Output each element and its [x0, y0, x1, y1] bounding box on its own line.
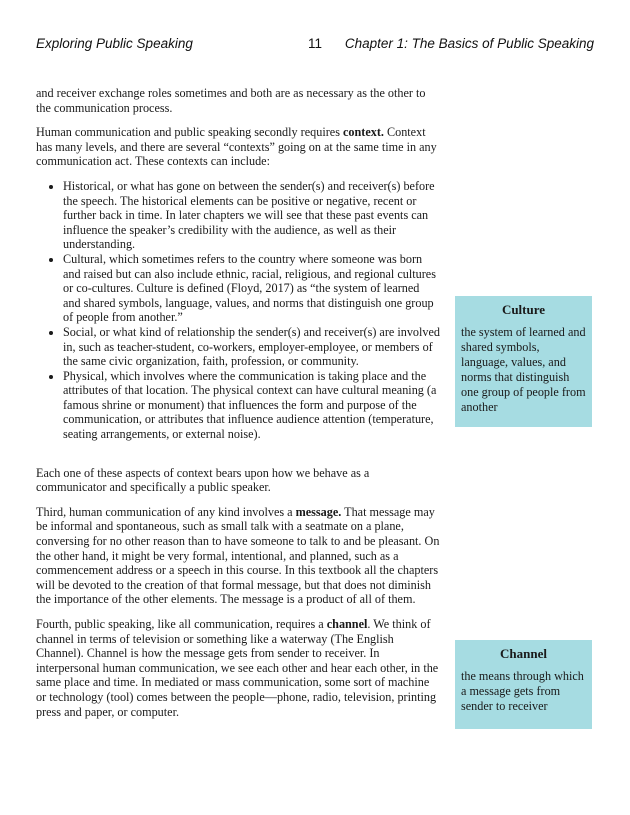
glossary-term-culture: Culture [501, 302, 546, 317]
list-item-historical: • Historical, or what has gone on between the sender(s) and receiver(s) before the speech. The historical elements can be positive or negative, recent or further back in time. In later chapters we will see that these past events can influence the speaker’s credibility with the audience, as well as their understanding. [63, 179, 440, 252]
page-number: 11 [308, 36, 323, 51]
main-text [36, 86, 440, 719]
paragraph-aspects: Each one of these aspects of context bears upon how we behave as a communicator and specifically a public speaker. [36, 465, 370, 495]
list-item-physical: • Physical, which involves where the communication is taking place and the attributes of that location. The physical context can have cultural meaning (a famous shrine or monument) that influences the form and purpose of the communication, or attributes that influence audience attention (temperature, seating arrangements, or external noise). [63, 369, 440, 442]
glossary-box-channel [455, 640, 592, 729]
paragraph-channel: Fourth, public speaking, like all communication, requires a channel. We think of channel in terms of television or something like a waterway (The English Channel). Channel is how the message gets from sender to receiver. In interpersonal human communication, we see each other and hear each other, in the same place and time. In mediated or mass communication, some sort of machine or technology (tool) comes between the people—phone, radio, television, printing press and paper, or computer. [36, 617, 439, 719]
term-channel: channel [326, 617, 368, 631]
paragraph-continuation: and receiver exchange roles sometimes and both are as necessary as the other to the communication process. [36, 86, 426, 115]
term-context: context. [342, 125, 384, 140]
glossary-definition-channel: the means through which a message gets from sender to receiver [461, 669, 584, 713]
book-title: Exploring Public Speaking [36, 36, 193, 51]
chapter-title: Chapter 1: The Basics of Public Speaking [344, 36, 594, 51]
context-list [36, 179, 440, 442]
glossary-definition-culture: the system of learned and shared symbols, language, values, and norms that distinguish one group of people from another [461, 325, 586, 414]
running-header [36, 36, 594, 54]
list-item-social: • Social, or what kind of relationship the sender(s) and receiver(s) are involved in, such as teacher-student, co-workers, employer-employee, or members of the same civic organization, faith, profession, or community. [63, 325, 440, 369]
glossary-box-culture [455, 296, 592, 427]
paragraph-message: Third, human communication of any kind involves a message. That message may be informal and spontaneous, such as small talk with a seatmate on a plane, conversing for no other reason than to have someone to talk to and be pleasant. On the other hand, it might be very formal, intentional, and planned, such as a commencement address or a speech in this course. In this textbook all the chapters will be devoted to the creation of that formal message, but that does not diminish the importance of the other elements. The message is a product of all of them. [36, 504, 440, 607]
list-item-cultural: • Cultural, which sometimes refers to the country where someone was born and raised but can also include ethnic, racial, religious, and regional cultures or co-cultures. Culture is defined (Floyd, 2017) as “the system of learned and shared symbols, language, values, and norms that distinguish one group of people from another.” [63, 252, 440, 325]
paragraph-context: Human communication and public speaking secondly requires context. Context has many levels, and there are several “contexts” going on at the same time in any communication act. These contexts can include: [36, 125, 437, 169]
glossary-term-channel: Channel [500, 646, 547, 661]
term-message: message. [295, 504, 342, 519]
